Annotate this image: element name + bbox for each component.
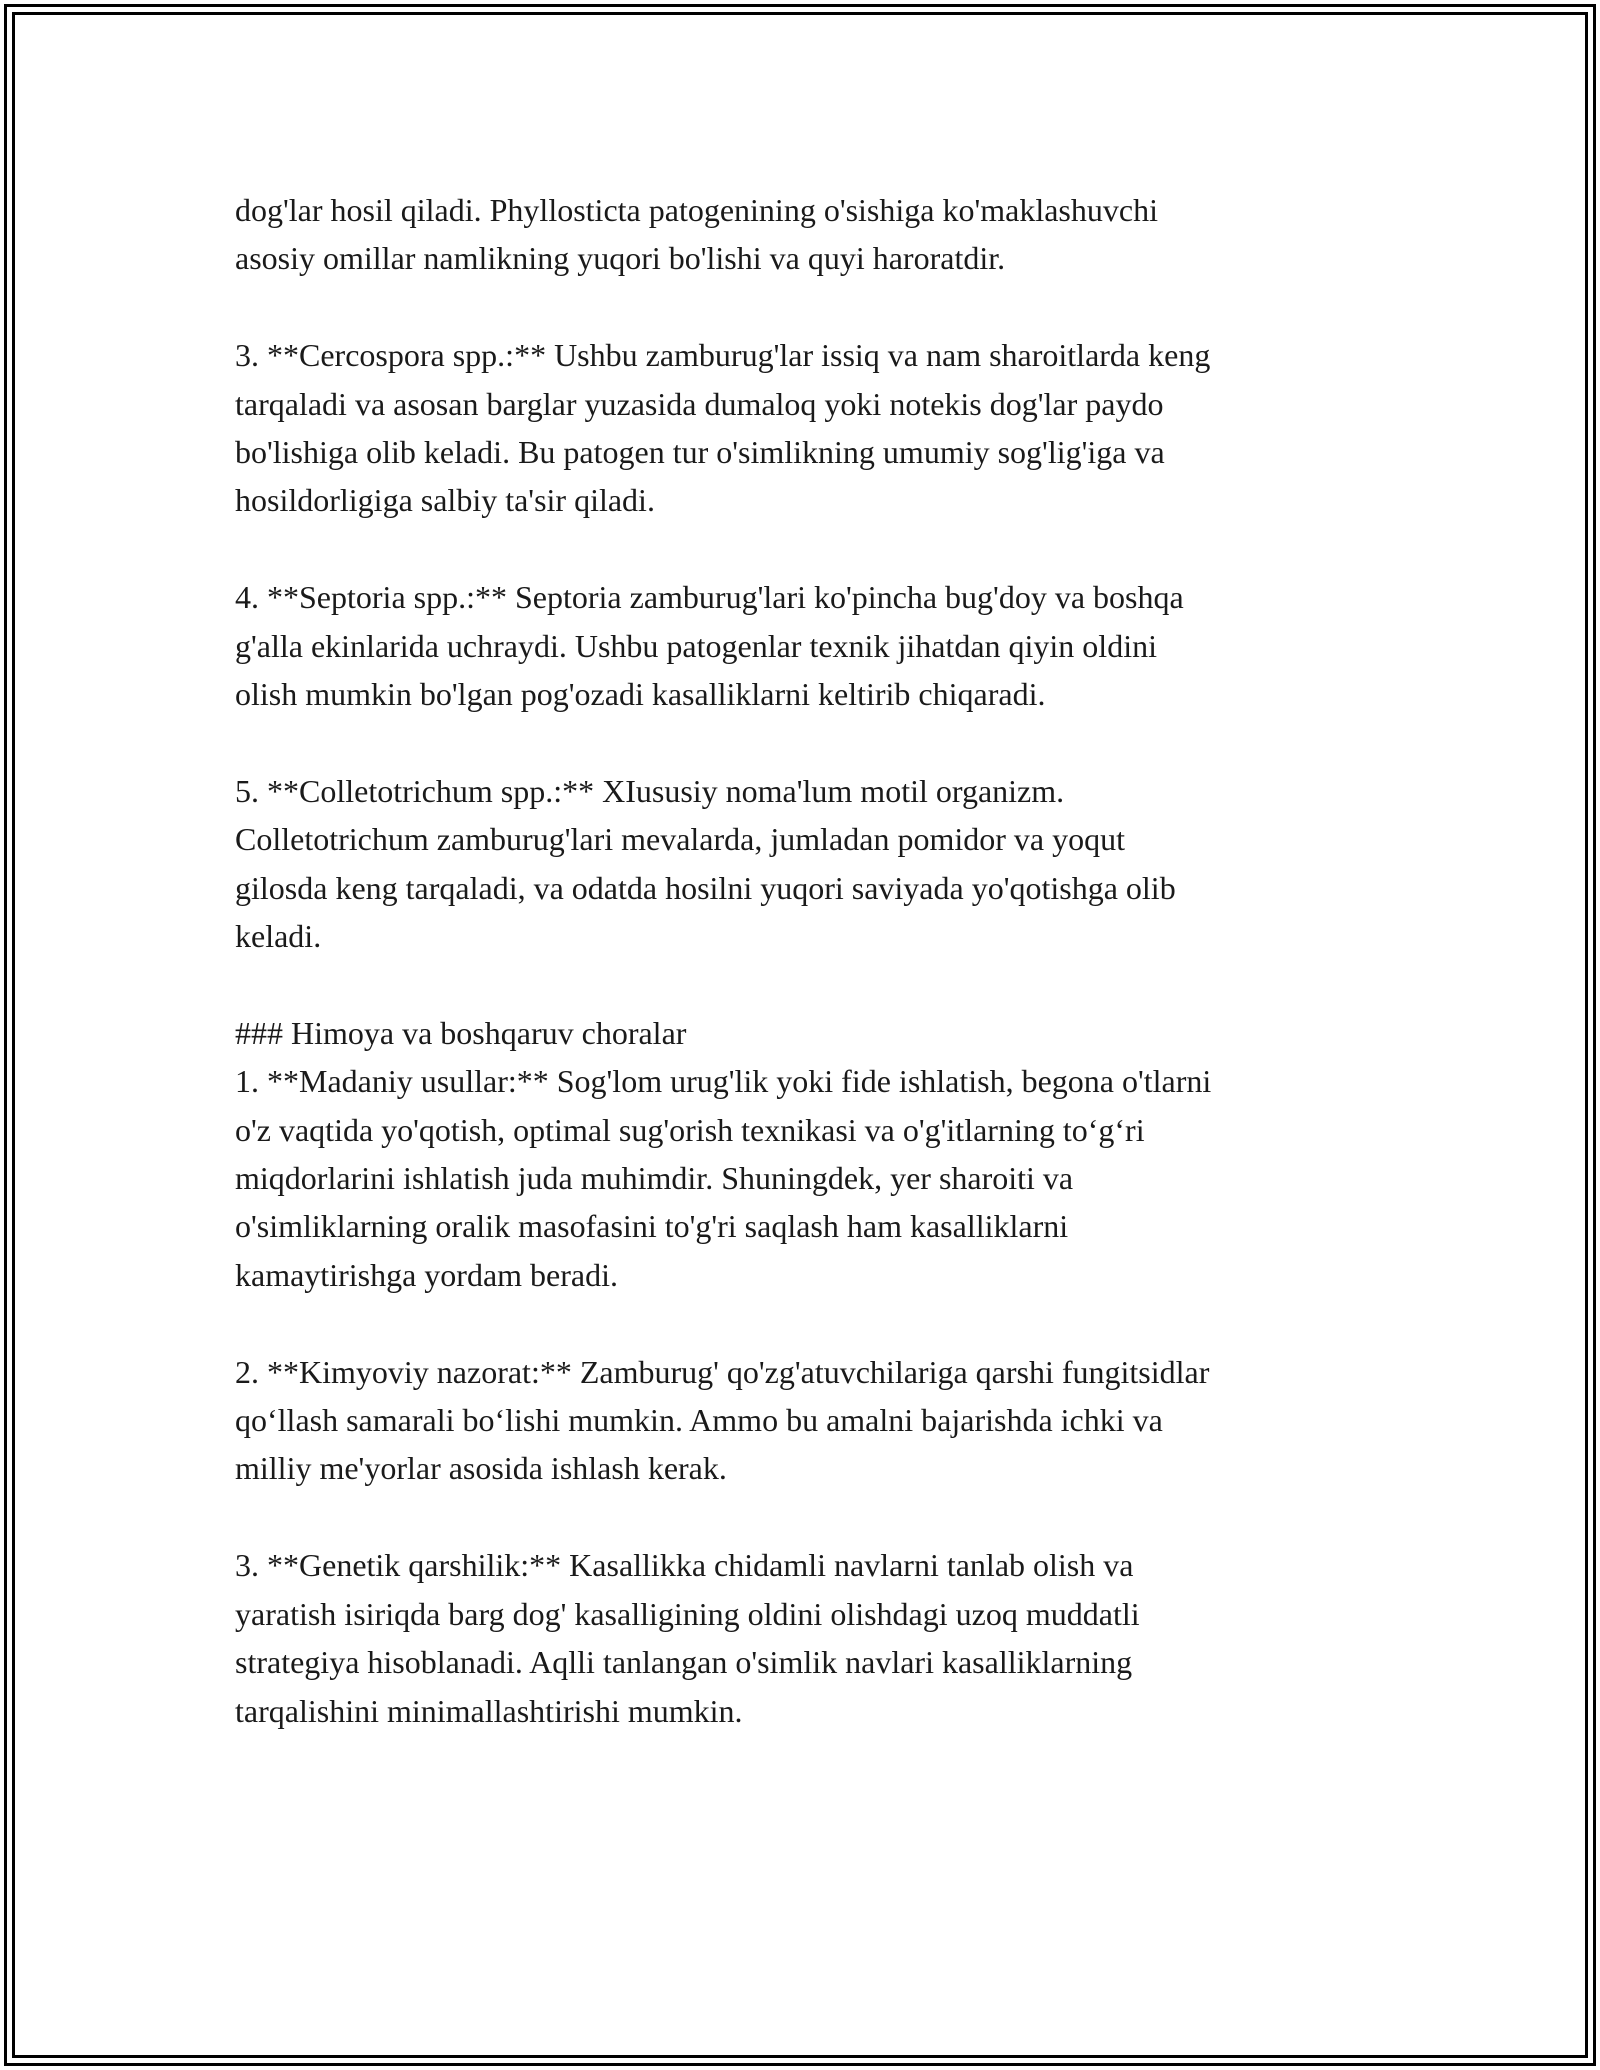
- text-line: 5. **Colletotrichum spp.:** XIususiy noma'lum motil organizm.: [235, 772, 1065, 809]
- paragraph-gap: [235, 718, 1385, 766]
- text-line: gilosda keng tarqaladi, va odatda hosilni yuqori saviyada yo'qotishga olib: [235, 869, 1176, 906]
- text-line: keladi.: [235, 918, 322, 955]
- text-line: dog'lar hosil qiladi. Phyllosticta patogenining o'sishiga ko'maklashuvchi: [235, 192, 1158, 228]
- text-line: olish mumkin bo'lgan pog'ozadi kasalliklarni keltirib chiqaradi.: [235, 676, 1046, 713]
- document-body: [235, 186, 1385, 1735]
- text-line: 3. **Genetik qarshilik:** Kasallikka chidamli navlarni tanlab olish va: [235, 1547, 1134, 1584]
- paragraph-gap: [235, 1299, 1385, 1347]
- text-line: 3. **Cercospora spp.:** Ushbu zamburug'lar issiq va nam sharoitlarda keng: [235, 337, 1211, 374]
- text-line: yaratish isiriqda barg dog' kasalligining oldini olishdagi uzoq muddatli: [235, 1595, 1140, 1632]
- text-line: 4. **Septoria spp.:** Septoria zamburug'lari ko'pincha bug'doy va boshqa: [235, 579, 1184, 616]
- text-line: 2. **Kimyoviy nazorat:** Zamburug' qo'zg'atuvchilariga qarshi fungitsidlar: [235, 1353, 1210, 1390]
- text-line: Colletotrichum zamburug'lari mevalarda, jumladan pomidor va yoqut: [235, 821, 1125, 858]
- text-line: bo'lishiga olib keladi. Bu patogen tur o'simlikning umumiy sog'lig'iga va: [235, 434, 1165, 471]
- paragraph-gap: [235, 283, 1385, 331]
- text-line: tarqalishini minimallashtirishi mumkin.: [235, 1692, 743, 1729]
- text-line: hosildorligiga salbiy ta'sir qiladi.: [235, 482, 655, 519]
- paragraph-gap: [235, 960, 1385, 1008]
- paragraph-gap: [235, 1493, 1385, 1541]
- text-line: o'z vaqtida yo'qotish, optimal sug'orish texnikasi va o'g'itlarning to‘g‘ri: [235, 1111, 1145, 1148]
- text-line: kamaytirishga yordam beradi.: [235, 1256, 618, 1293]
- text-line: o'simliklarning oralik masofasini to'g'ri saqlash ham kasalliklarni: [235, 1208, 1069, 1245]
- text-line: tarqaladi va asosan barglar yuzasida dumaloq yoki notekis dog'lar paydo: [235, 385, 1164, 422]
- text-line: qo‘llash samarali bo‘lishi mumkin. Ammo bu amalni bajarishda ichki va: [235, 1402, 1163, 1439]
- text-line: milliy me'yorlar asosida ishlash kerak.: [235, 1450, 727, 1487]
- text-line: g'alla ekinlarida uchraydi. Ushbu patogenlar texnik jihatdan qiyin oldini: [235, 627, 1157, 664]
- text-line: miqdorlarini ishlatish juda muhimdir. Shuningdek, yer sharoiti va: [235, 1160, 1074, 1197]
- section-heading: ### Himoya va boshqaruv choralar: [235, 1014, 687, 1051]
- paragraph-gap: [235, 525, 1385, 573]
- text-line: 1. **Madaniy usullar:** Sog'lom urug'lik yoki fide ishlatish, begona o'tlarni: [235, 1063, 1212, 1100]
- text-line: asosiy omillar namlikning yuqori bo'lishi va quyi haroratdir.: [235, 240, 1006, 277]
- text-line: strategiya hisoblanadi. Aqlli tanlangan o'simlik navlari kasalliklarning: [235, 1644, 1133, 1681]
